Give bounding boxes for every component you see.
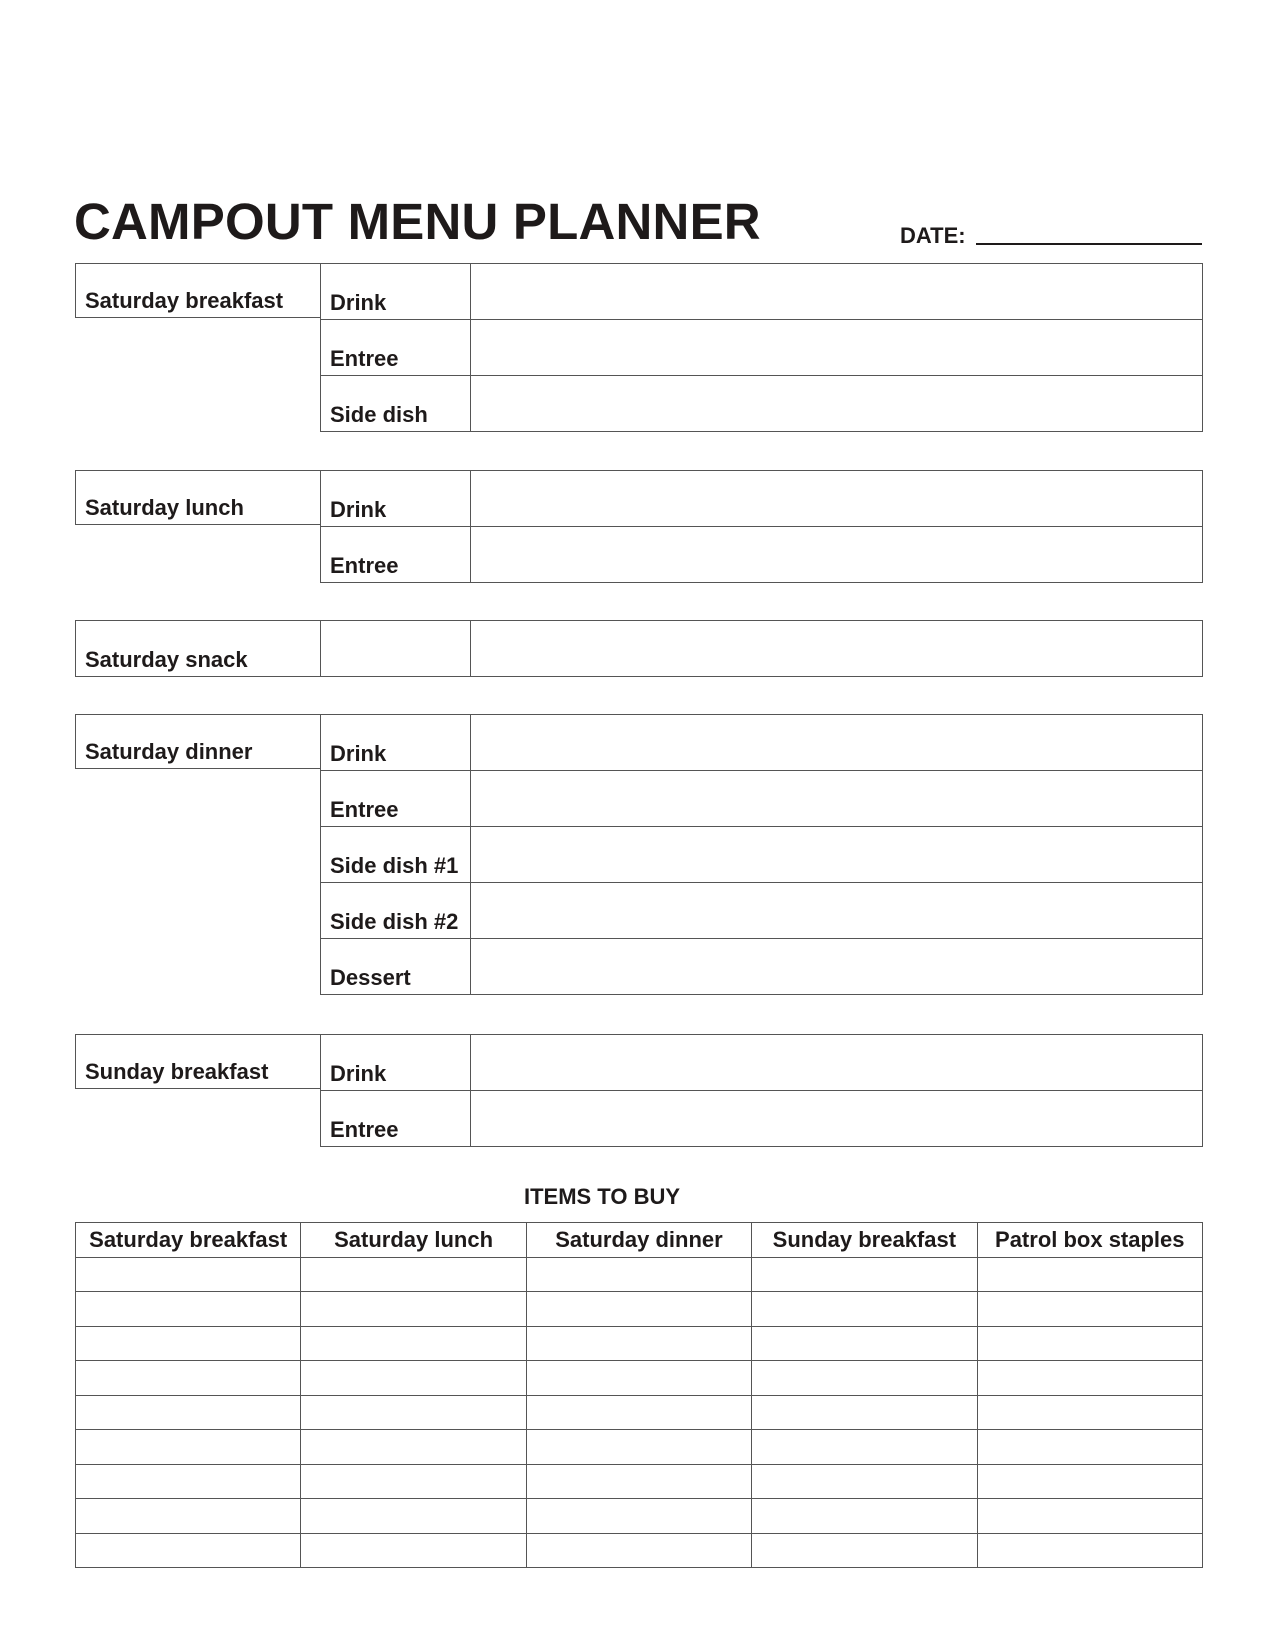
course-row-entree xyxy=(320,770,1203,827)
course-name-cell xyxy=(321,320,471,375)
course-row-entree xyxy=(320,319,1203,376)
course-entry-field[interactable] xyxy=(471,621,1202,676)
table-cell[interactable] xyxy=(977,1257,1202,1292)
course-name-cell xyxy=(321,1035,471,1090)
course-entry-field[interactable] xyxy=(471,1035,1202,1090)
table-cell[interactable] xyxy=(76,1361,301,1396)
table-row xyxy=(76,1361,1203,1396)
meal-label xyxy=(75,714,320,769)
table-cell[interactable] xyxy=(752,1326,977,1361)
course-entry-field[interactable] xyxy=(471,939,1202,994)
meal-label xyxy=(75,263,320,318)
course-name-cell xyxy=(321,264,471,319)
table-row xyxy=(76,1395,1203,1430)
meal-label xyxy=(75,470,320,525)
table-row xyxy=(76,1464,1203,1499)
table-cell[interactable] xyxy=(76,1326,301,1361)
table-header-row xyxy=(76,1223,1203,1258)
course-row-drink xyxy=(320,714,1203,771)
course-name-cell xyxy=(321,715,471,770)
table-cell[interactable] xyxy=(752,1395,977,1430)
column-header: Saturday dinner xyxy=(526,1223,751,1258)
course-row-snack xyxy=(320,620,1203,677)
table-cell[interactable] xyxy=(977,1499,1202,1534)
table-cell[interactable] xyxy=(76,1464,301,1499)
items-to-buy-heading-text: ITEMS TO BUY xyxy=(523,1184,681,1209)
table-cell[interactable] xyxy=(526,1292,751,1327)
table-cell[interactable] xyxy=(301,1292,526,1327)
course-entry-field[interactable] xyxy=(471,264,1202,319)
table-row xyxy=(76,1430,1203,1465)
course-name: Entree xyxy=(330,346,399,371)
table-cell[interactable] xyxy=(977,1533,1202,1568)
table-cell[interactable] xyxy=(977,1292,1202,1327)
course-entry-field[interactable] xyxy=(471,471,1202,526)
table-cell[interactable] xyxy=(752,1361,977,1396)
table-cell[interactable] xyxy=(76,1430,301,1465)
table-cell[interactable] xyxy=(301,1430,526,1465)
table-row xyxy=(76,1326,1203,1361)
course-row-side-dish-1 xyxy=(320,826,1203,883)
course-name-cell xyxy=(321,471,471,526)
table-cell[interactable] xyxy=(526,1464,751,1499)
course-name: Drink xyxy=(330,290,387,315)
course-name: Drink xyxy=(330,1061,387,1086)
course-name: Side dish #2 xyxy=(330,909,459,934)
items-to-buy-table xyxy=(75,1222,1203,1568)
course-name-cell xyxy=(321,1091,471,1146)
meal-label xyxy=(75,620,320,677)
table-cell[interactable] xyxy=(752,1499,977,1534)
table-cell[interactable] xyxy=(76,1257,301,1292)
table-cell[interactable] xyxy=(752,1533,977,1568)
meal-label xyxy=(75,1034,320,1089)
page-title: CAMPOUT MENU PLANNER xyxy=(74,193,761,250)
table-cell[interactable] xyxy=(752,1292,977,1327)
course-name: Drink xyxy=(330,497,387,522)
course-entry-field[interactable] xyxy=(471,376,1202,431)
table-cell[interactable] xyxy=(76,1395,301,1430)
course-name: Entree xyxy=(330,553,399,578)
course-name-cell xyxy=(321,771,471,826)
course-row-side-dish xyxy=(320,375,1203,432)
items-to-buy-body xyxy=(76,1257,1203,1568)
course-row-drink xyxy=(320,1034,1203,1091)
table-row xyxy=(76,1499,1203,1534)
table-cell[interactable] xyxy=(301,1257,526,1292)
table-cell[interactable] xyxy=(76,1499,301,1534)
table-cell[interactable] xyxy=(76,1292,301,1327)
course-name-cell xyxy=(321,827,471,882)
table-row xyxy=(76,1292,1203,1327)
table-cell[interactable] xyxy=(526,1430,751,1465)
course-name: Drink xyxy=(330,741,387,766)
course-name: Dessert xyxy=(330,965,411,990)
column-header: Saturday breakfast xyxy=(76,1223,301,1258)
table-cell[interactable] xyxy=(301,1499,526,1534)
course-name: Side dish #1 xyxy=(330,853,459,878)
table-cell[interactable] xyxy=(526,1361,751,1396)
course-row-entree xyxy=(320,1090,1203,1147)
course-entry-field[interactable] xyxy=(471,827,1202,882)
meal-name: Sunday breakfast xyxy=(85,1059,269,1084)
table-cell[interactable] xyxy=(752,1464,977,1499)
course-name-cell xyxy=(321,376,471,431)
table-cell[interactable] xyxy=(977,1361,1202,1396)
course-name-cell xyxy=(321,527,471,582)
table-cell[interactable] xyxy=(977,1326,1202,1361)
course-row-drink xyxy=(320,470,1203,527)
column-header: Patrol box staples xyxy=(977,1223,1202,1258)
course-name: Entree xyxy=(330,797,399,822)
table-cell[interactable] xyxy=(977,1464,1202,1499)
course-entry-field[interactable] xyxy=(471,320,1202,375)
table-cell[interactable] xyxy=(977,1395,1202,1430)
items-to-buy-heading xyxy=(0,1184,1204,1210)
meal-name: Saturday dinner xyxy=(85,739,253,764)
table-cell[interactable] xyxy=(526,1257,751,1292)
date-label: DATE: xyxy=(900,223,966,248)
table-cell[interactable] xyxy=(301,1464,526,1499)
course-entry-field[interactable] xyxy=(471,715,1202,770)
course-row-side-dish-2 xyxy=(320,882,1203,939)
course-name-cell xyxy=(321,883,471,938)
meal-name: Saturday snack xyxy=(85,647,248,672)
course-row-dessert xyxy=(320,938,1203,995)
course-name-cell xyxy=(321,939,471,994)
course-row-entree xyxy=(320,526,1203,583)
table-cell[interactable] xyxy=(301,1326,526,1361)
course-entry-field[interactable] xyxy=(471,527,1202,582)
table-cell[interactable] xyxy=(526,1499,751,1534)
course-name: Entree xyxy=(330,1117,399,1142)
course-entry-field[interactable] xyxy=(471,883,1202,938)
table-cell[interactable] xyxy=(301,1533,526,1568)
course-entry-field[interactable] xyxy=(471,1091,1202,1146)
table-cell[interactable] xyxy=(977,1430,1202,1465)
table-cell[interactable] xyxy=(526,1533,751,1568)
column-header: Sunday breakfast xyxy=(752,1223,977,1258)
table-cell[interactable] xyxy=(76,1533,301,1568)
course-entry-field[interactable] xyxy=(471,771,1202,826)
table-row xyxy=(76,1257,1203,1292)
table-cell[interactable] xyxy=(752,1430,977,1465)
date-field-line[interactable] xyxy=(976,243,1202,245)
column-header: Saturday lunch xyxy=(301,1223,526,1258)
meal-name: Saturday breakfast xyxy=(85,288,284,313)
table-row xyxy=(76,1533,1203,1568)
table-cell[interactable] xyxy=(301,1361,526,1396)
course-name-cell[interactable] xyxy=(321,621,471,676)
course-name: Side dish xyxy=(330,402,428,427)
table-cell[interactable] xyxy=(526,1326,751,1361)
course-row-drink xyxy=(320,263,1203,320)
table-cell[interactable] xyxy=(526,1395,751,1430)
table-cell[interactable] xyxy=(752,1257,977,1292)
meal-name: Saturday lunch xyxy=(85,495,244,520)
table-cell[interactable] xyxy=(301,1395,526,1430)
